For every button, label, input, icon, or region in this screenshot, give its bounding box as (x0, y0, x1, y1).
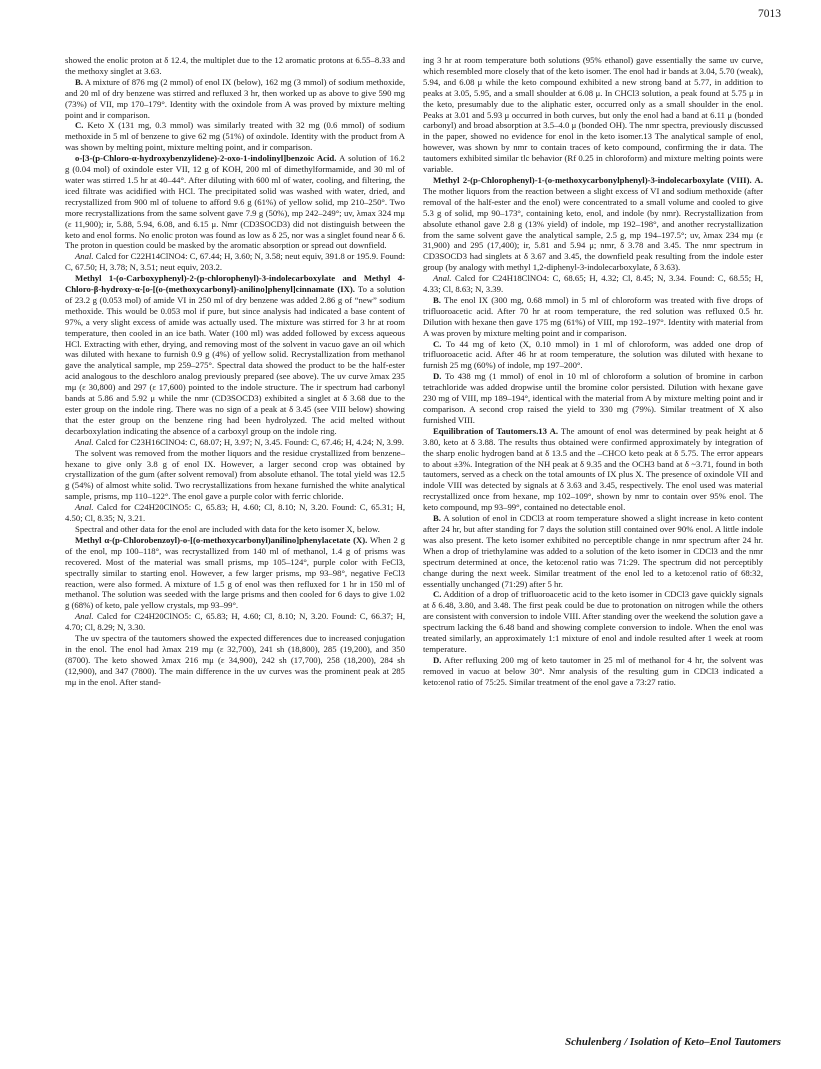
paragraph: Methyl 1-(o-Carboxyphenyl)-2-(p-chlorophenyl)-3-indolecarboxylate and Methyl 4-Chloro-β-hydroxy-α-[o-[(o-(methoxycarbonyl)-anilino]phenyl]cinnamate (IX). To a solution of 23.2 g (0.053 mol) of amide VI in 250 ml of dry benzene was added 2.86 g of “new” sodium methoxide. This would be 0.053 mol if pure, but since analysis had indicated a base content of 97%, a very slight excess of amide was actually used. The mixture was stirred for 3 hr at room temperature, then cooled in an ice bath. Water (100 ml) was added followed by excess aqueous HCl. Extracting with ether, drying, and removing most of the solvent in vacuo gave an oil which was diluted with hexane to furnish 0.9 g (4%) of yellow solid. Recrystallization from methanol gave the analytical sample, mp 259–275°. Spectral data showed the product to be the half-ester acid analogous to the deschloro analog previously prepared (see above). The uv curve λmax 235 mμ (ε 30,800) and 297 (ε 17,600) pointed to the indole structure. The ir spectrum had carbonyl bands at 5.86 and 5.92 μ while the nmr (CD3SOCD3) exhibited a singlet at δ 3.68 due to the ester group on the indole ring. There was no sign of a peak at δ 3.45 (see VIII below) showing that the ester group on the benzene ring had been hydrolyzed. The acid melted without decarboxylation indicating the absence of a carboxyl group on the indole ring. (65, 273, 405, 436)
right-column (423, 55, 763, 688)
paragraph: B. A solution of enol in CDCl3 at room temperature showed a slight increase in keto content after 24 hr, but after standing for 7 days the solution still contained over 90% enol. A little indole was also present. The keto isomer exhibited no perceptible change in nmr spectrum after 24 hr. When a drop of triethylamine was added to a solution of the keto isomer in CDCl3 and the nmr spectrum determined at once, the keto:enol ratio was 71:29. The spectrum did not perceptibly change during the next week. Similar treatment of the enol led to a keto:enol ratio of 68:32, essentially unchanged (71:29) after 5 hr. (423, 513, 763, 589)
paragraph: Spectral and other data for the enol are included with data for the keto isomer X, below. (75, 523, 380, 534)
paragraph: Anal. Calcd for C24H18ClNO4: C, 68.65; H, 4.32; Cl, 8.45; N, 3.34. Found: C, 68.55; H, 4.33; Cl, 8.63; N, 3.39. (423, 273, 763, 295)
paragraph: The solvent was removed from the mother liquors and the residue crystallized from benzene–hexane to give only 3.8 g of enol IX. However, a larger second crop was obtained by crystallization of the gum (after solvent removal) from absolute ethanol. The total yield was 12.5 g (54%) of almost white solid. Two recrystallizations from hexane furnished the white analytical sample, prisms, mp 110–122°. The enol gave a purple color with ferric chloride. (65, 447, 405, 502)
paragraph: Methyl α-(p-Chlorobenzoyl)-o-[(o-methoxycarbonyl)anilino]phenylacetate (X). When 2 g of the enol, mp 100–118°, was recrystallized from 140 ml of methanol, 1.4 g of prisms was recovered. Most of the material was small prisms, mp 105–124°, purple color with FeCl3, spectrally similar to starting enol. However, a few larger prisms, mp 93–98°, negative FeCl3 reaction, were also formed. A mixture of 1.5 g of enol was then refluxed for 1 hr in 150 ml of methanol. The solution was seeded with the large prisms and then cooled for 6 days to give 1.02 g (68%) of keto, pale yellow crystals, mp 93–99°. (65, 534, 405, 611)
paragraph: Methyl 2-(p-Chlorophenyl)-1-(o-methoxycarbonylphenyl)-3-indolecarboxylate (VIII). A. The mother liquors from the reaction between a slight excess of VI and sodium methoxide (after removal of the half-ester and the enol) were concentrated to a small volume and cooled to give 5.3 g of solid, mp 90–173°, containing keto, enol, and indole (by nmr). Recrystallization from absolute ethanol gave 2.8 g (13% yield) of indole, mp 192–198°, and another recrystallization from the same solvent gave the analytical sample, 2.5 g, mp 194–197.5°; uv, λmax 234 mμ (ε 31,900) and 295 (17,400); ir, 5.81 and 5.94 μ; nmr, δ 3.78 and 3.45. The nmr spectrum in CD3SOCD3 had singlets at δ 3.67 and 3.45, the downfield peak resulting from the indole ester group (by analogy with methyl 1,2-diphenyl-3-indolecarboxylate, δ 3.63). (423, 174, 763, 273)
paragraph: ing 3 hr at room temperature both solutions (95% ethanol) gave essentially the same uv curve, which resembled more closely that of the keto isomer. The enol had ir bands at 3.04, 5.70 (weak), 5.94, and 6.08 μ while the keto compound exhibited a new strong band at 5.77, in addition to peaks at 3.05, 5.95, and a small shoulder at 6.08 μ. In CHCl3 solution, a peak found at 5.75 μ in the keto, presumably due to the aliphatic ester, occurred only as a small shoulder in the enol. Peaks at 3.01 and 5.93 μ occurred in both curves, but only the enol had a band at 6.11 μ (bonded carbonyl) and broad absorption at 3.5–4.0 μ (bonded OH). The nmr spectra, previously discussed in the paper, showed no evidence for enol in the keto isomer.13 The analytical sample of enol, however, was shown by nmr to contain traces of keto compound, confirming the ir data. The tautomers exhibited similar tlc behavior (Rf 0.25 in chloroform) and mixture melting points were variable. (423, 55, 763, 175)
paragraph: C. Keto X (131 mg, 0.3 mmol) was similarly treated with 32 mg (0.6 mmol) of sodium methoxide in 5 ml of benzene to give 62 mg (51%) of oxindole. Identity with the product from A was shown by melting point, mixture melting point, and ir comparison. (65, 120, 405, 153)
paragraph: B. A mixture of 876 mg (2 mmol) of enol IX (below), 162 mg (3 mmol) of sodium methoxide, and 20 ml of dry benzene was stirred and refluxed 3 hr, then worked up as above to give 590 mg (73%) of VII, mp 170–179°. Identity with the oxindole from A was proved by mixture melting point and ir comparison. (65, 76, 405, 120)
paragraph: C. Addition of a drop of trifluoroacetic acid to the keto isomer in CDCl3 gave quickly signals at δ 6.48, 3.80, and 3.48. The first peak could be due to protonation on nitrogen while the others are consistent with conversion to indole VIII. After standing over the weekend the solution gave a spectrum lacking the 6.48 band and showing complete conversion to indole. When the enol was treated similarly, an approximately 1:1 mixture of enol and indole resulted after 1 week at room temperature. (423, 589, 764, 654)
paragraph: B. The enol IX (300 mg, 0.68 mmol) in 5 ml of chloroform was treated with five drops of trifluoroacetic acid. After 70 hr at room temperature, the red solution was refluxed 0.5 hr. Dilution with hexane then gave 175 mg (61%) of VIII, mp 192–197°. Identity with material from A was proven by mixture melting point and ir comparison. (423, 294, 763, 338)
running-footer: Schulenberg / Isolation of Keto–Enol Tautomers (565, 1036, 781, 1048)
paragraph: C. To 44 mg of keto (X, 0.10 mmol) in 1 ml of chloroform, was added one drop of trifluoroacetic acid. After 46 hr at room temperature, the solution was diluted with hexane to furnish 25 mg (60%) of indole, mp 197–200°. (423, 338, 763, 371)
paragraph: Anal. Calcd for C23H16ClNO4: C, 68.07; H, 3.97; N, 3.45. Found: C, 67.46; H, 4.24; N, 3.99. (75, 436, 404, 447)
page-number: 7013 (758, 8, 781, 20)
paragraph: D. After refluxing 200 mg of keto tautomer in 25 ml of methanol for 4 hr, the solvent was removed in vacuo at below 30°. Nmr analysis of the resulting gum in CDCl3 indicated a keto:enol ratio of 75:25. Similar treatment of the enol gave a 73:27 ratio. (423, 654, 763, 687)
paragraph: Equilibration of Tautomers.13 A. The amount of enol was determined by peak height at δ 3.80, keto at δ 3.88. The results thus obtained were confirmed approximately by integration of the sharp enolic hydrogen band at δ 13.5 and the –CHCO keto peak at δ 5.75. The error appears to about ±3%. Integration of the NH peak at δ 9.35 and the OCH3 band at δ ~3.71, found in both tautomers, served as a check on the total amounts of IX plus X. The presence of oxindole VII and indole VIII was detected by signals at δ 3.63 and 3.45, respectively. The enol used was material recrystallized once from hexane, mp 102–109°, shown by nmr to contain over 95% enol. The keto compound, mp 93–99°, contained no detectable enol. (423, 425, 763, 513)
left-column (65, 55, 405, 688)
paragraph: showed the enolic proton at δ 12.4, the multiplet due to the 12 aromatic protons at 6.55–8.33 and the methoxy singlet at 3.63. (65, 55, 405, 76)
paragraph: Anal. Calcd for C24H20ClNO5: C, 65.83; H, 4.60; Cl, 8.10; N, 3.20. Found: C, 66.37; H, 4.70; Cl, 8.29; N, 3.30. (65, 611, 405, 633)
paragraph: Anal. Calcd for C24H20ClNO5: C, 65.83; H, 4.60; Cl, 8.10; N, 3.20. Found: C, 65.31; H, 4.50; Cl, 8.35; N, 3.21. (65, 502, 405, 524)
paragraph: D. To 438 mg (1 mmol) of enol in 10 ml of chloroform a solution of bromine in carbon tetrachloride was added dropwise until the bromine color persisted. Dilution with hexane gave 230 mg of VIII, mp 189–194°, identical with the material from A by mixture melting point and ir comparison. A second crop raised the yield to 330 mg (79%). Similar treatment of X also furnished VIII. (423, 371, 763, 425)
paragraph: o-[3-(p-Chloro-α-hydroxybenzylidene)-2-oxo-1-indolinyl]benzoic Acid. A solution of 16.2 g (0.04 mol) of oxindole ester VII, 12 g of KOH, 200 ml of dimethylformamide, and 30 ml of water was stirred 1.5 hr at 40–44°. After diluting with 600 ml of water, cooling, and filtering, the iced filtrate was acidified with HCl. The precipitated solid was washed with water, dried, and recrystallized from 900 ml of toluene to afford 9.6 g (61%) of yellow solid, mp 210–250°. Two more recrystallizations from the same solvent gave 7.9 g (50%), mp 242–249°; uv, λmax 324 mμ (ε 11,900); ir, 5.88, 5.94, 6.08, and 6.15 μ. Nmr (CD3SOCD3) did not distinguish between the keto and enol forms. No enolic proton was found as low as δ 25, nor was a singlet found near δ 6. The proton in question could be masked by the aromatic absorption or spread out downfield. (65, 153, 405, 251)
paragraph: The uv spectra of the tautomers showed the expected differences due to increased conjugation in the enol. The enol had λmax 219 mμ (ε 32,700), 241 sh (18,800), 285 (19,200), and 350 (8700). The keto showed λmax 216 mμ (ε 34,900), 242 sh (17,700), 258 (18,200), 284 sh (12,900), and 347 (7800). The main difference in the uv curves was the prominent peak at 285 mμ in the enol. After stand- (65, 633, 405, 687)
paragraph: Anal. Calcd for C22H14ClNO4: C, 67.44; H, 3.60; N, 3.58; neut equiv, 391.8 or 195.9. Found: C, 67.50; H, 3.78; N, 3.51; neut equiv, 203.2. (65, 251, 405, 273)
